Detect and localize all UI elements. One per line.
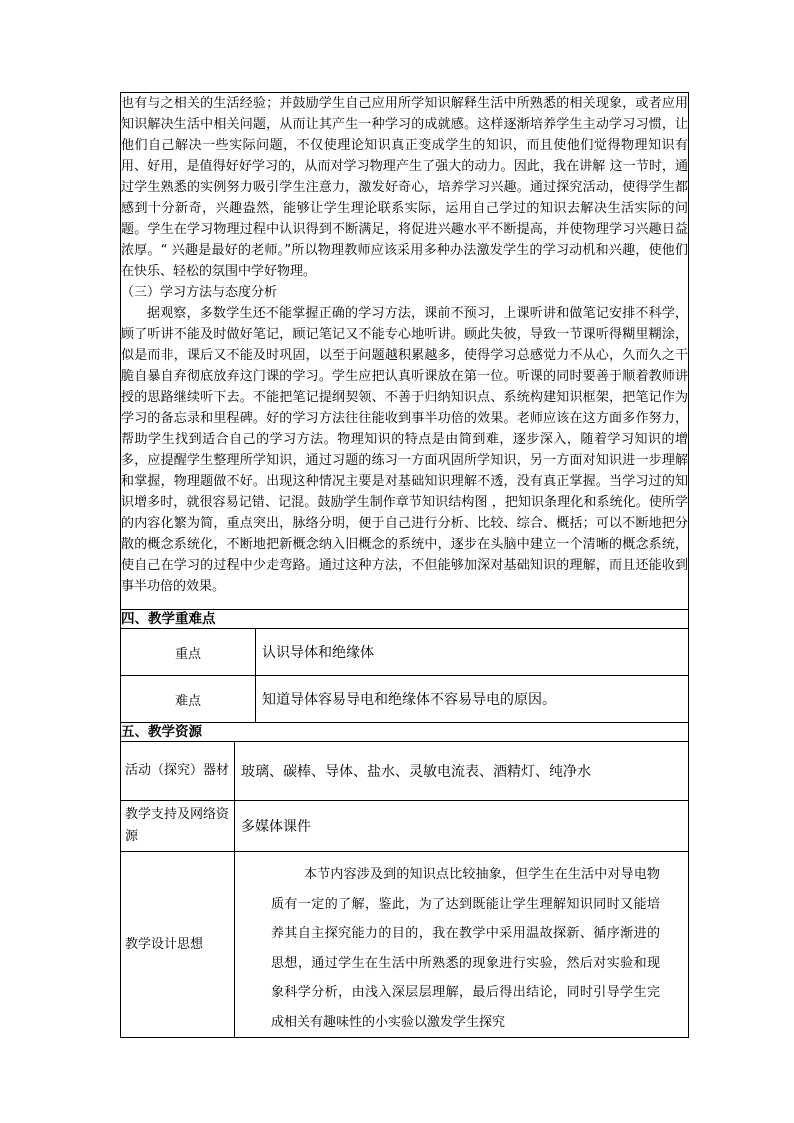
support-label: 教学支持及网络资源	[121, 801, 235, 852]
design-label: 教学设计思想	[121, 852, 235, 1038]
analysis-paragraph-2: 据观察，多数学生还不能掌握正确的学习方法，课前不预习，上课听讲和做笔记安排不科学，顾了听讲不能及时做好笔记，顾记笔记又不能专心地听讲。顾此失彼，导致一节课听得糊里糊涂，似是而非，课后又不能及时巩固，以至于问题越积累越多，使得学习总感觉力不从心，久而久之干脆自暴自弃彻底放弃这门课的学习。学生应把认真听课放在第一位。听课的同时要善于顺着教师讲授的思路继续听下去。不能把笔记提纲契领、不善于归纳知识点、系统构建知识框架，把笔记作为学习的备忘录和里程碑。好的学习方法往往能收到事半功倍的效果。老师应该在这方面多作努力，帮助学生找到适合自己的学习方法。物理知识的特点是由简到难，逐步深入，随着学习知识的增多，应提醒学生整理所学知识，通过习题的练习一方面巩固所学知识，另一方面对知识进一步理解和掌握，物理题做不好。出现这种情况主要是对基础知识理解不透，没有真正掌握。当学习过的知识增多时，就很容易记错、记混。鼓励学生制作章节知识结构图 ，把知识条理化和系统化。使所学的内容化繁为简，重点突出，脉络分明，便于自己进行分析、比较、综合、概括；可以不断地把分散的概念系统化，不断地把新概念纳入旧概念的系统中，逐步在头脑中建立一个清晰的概念系统，使自己在学习的过程中少走弯路。通过这种方法，不但能够加深对基础知识的理解，而且还能收到事半功倍的效果。	[121, 306, 689, 594]
difficult-point-row	[121, 676, 689, 723]
key-point-value: 认识导体和绝缘体	[256, 629, 689, 676]
section4-heading-row	[121, 610, 689, 629]
lesson-plan-table	[120, 92, 689, 1038]
section5-heading-row	[121, 723, 689, 742]
support-row	[121, 801, 689, 852]
key-point-row	[121, 629, 689, 676]
design-cell	[235, 852, 689, 1038]
analysis-cell	[121, 93, 689, 610]
section4-heading: 四、教学重难点	[121, 610, 689, 629]
analysis-subheading: （三）学习方法与态度分析	[121, 285, 278, 300]
difficult-point-value: 知道导体容易导电和绝缘体不容易导电的原因。	[256, 676, 689, 723]
equipment-row	[121, 742, 689, 801]
design-text: 本节内容涉及到的知识点比较抽象，但学生在生活中对导电物质有一定的了解，鉴此，为了达到既能让学生理解知识同时又能培养其自主探究能力的目的，我在教学中采用温故探新、循序渐进的思想，通过学生在生活中所熟悉的现象进行实验，然后对实验和现象科学分析，由浅入深层层理解，最后得出结论，同时引导学生完成相关有趣味性的小实验以激发学生探究	[271, 867, 661, 1030]
key-point-label: 重点	[121, 629, 256, 676]
support-value: 多媒体课件	[235, 801, 689, 852]
difficult-point-label: 难点	[121, 676, 256, 723]
analysis-row	[121, 93, 689, 610]
equipment-value: 玻璃、碳棒、导体、盐水、灵敏电流表、酒精灯、纯净水	[235, 742, 689, 801]
equipment-label: 活动（探究）器材	[121, 742, 235, 801]
section5-heading: 五、教学资源	[121, 723, 689, 742]
design-row	[121, 852, 689, 1038]
analysis-paragraph-1: 也有与之相关的生活经验；并鼓励学生自己应用所学知识解释生活中所熟悉的相关现象，或者应用知识解决生活中相关问题，从而让其产生一种学习的成就感。这样逐渐培养学生主动学习习惯，让他们自己解决一些实际问题，不仅使理论知识真正变成学生的知识，而且使他们觉得物理知识有用、好用，是值得好好学习的，从而对学习物理产生了强大的动力。因此，我在讲解 这一节时，通过学生熟悉的实例努力吸引学生注意力，激发好奇心，培养学习兴趣。通过探究活动，使得学生都感到十分新奇，兴趣盎然，能够让学生理论联系实际，运用自己学过的知识去解决生活实际的问题。学生在学习物理过程中认识得到不断满足，将促进兴趣水平不断提高，并使物理学习兴趣日益浓厚。“ 兴趣是最好的老师。”所以物理教师应该采用多种办法激发学生的学习动机和兴趣，使他们在快乐、轻松的氛围中学好物理。	[121, 96, 689, 279]
